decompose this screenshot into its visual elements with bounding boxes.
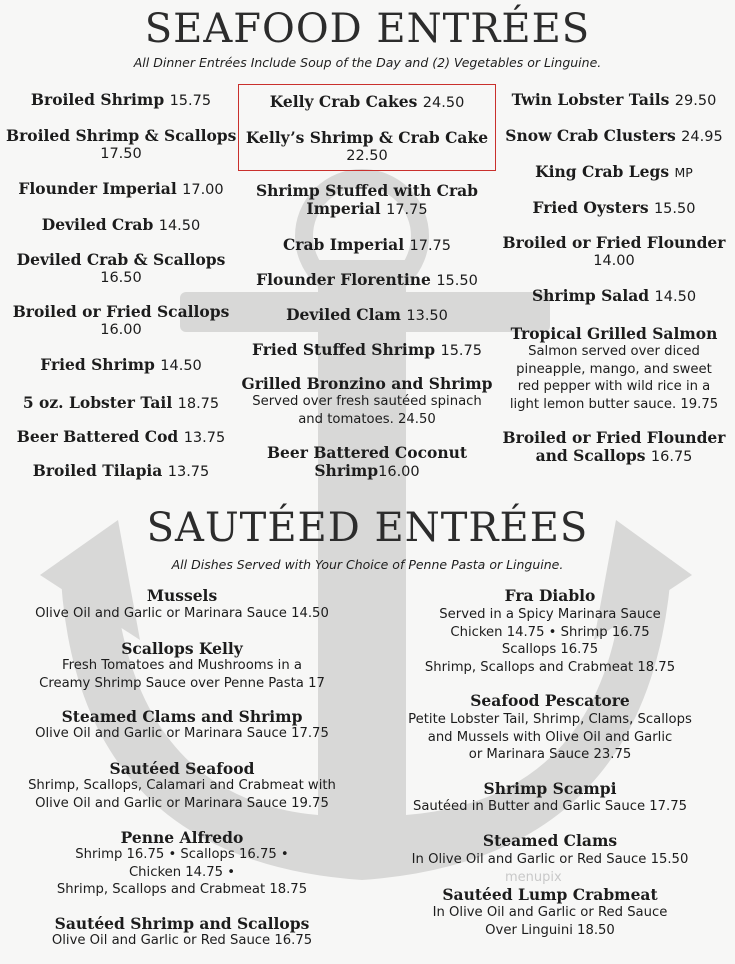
dish-description: Olive Oil and Garlic or Marinara Sauce 17.75 (35, 726, 329, 741)
menu-item: Broiled Tilapia 13.75 (32, 461, 210, 480)
menu-item: Shrimp Stuffed with Crab Imperial 17.75 (255, 181, 479, 218)
menu-item: Fried Stuffed Shrimp 15.75 (251, 340, 482, 359)
featured-item: Kelly Crab Cakes 24.50 (269, 92, 465, 111)
menu-item: Deviled Crab 14.50 (41, 215, 201, 234)
dish-name: Steamed Clams and Shrimp (61, 707, 303, 726)
menu-item: Flounder Florentine 15.50 (256, 270, 478, 289)
menu-item: Deviled Clam 13.50 (286, 305, 448, 324)
sauteed-subtitle: All Dishes Served with Your Choice of Penne Pasta or Linguine. (171, 557, 564, 572)
menu-item: Broiled or Fried Scallops 16.00 (12, 302, 230, 338)
dish-description: In Olive Oil and Garlic or Red Sauce Over Linguini 18.50 (432, 905, 668, 938)
menu-item: King Crab Legs MP (535, 162, 693, 181)
dish-name: Seafood Pescatore (470, 691, 630, 710)
item-description: Salmon served over diced pineapple, mango, and sweet red pepper with wild rice in a light lemon butter sauce. 19.75 (509, 344, 719, 412)
menu-item: Fried Shrimp 14.50 (40, 355, 202, 374)
dish-description: Shrimp 16.75 • Scallops 16.75 • Chicken 14.75 • Shrimp, Scallops and Crabmeat 18.75 (56, 847, 308, 897)
menu-item: Fried Oysters 15.50 (532, 198, 696, 217)
dish-name: Shrimp Scampi (483, 779, 617, 798)
menu-item: Broiled Shrimp & Scallops 17.50 (6, 126, 237, 162)
menu-item: Twin Lobster Tails 29.50 (511, 90, 717, 109)
menu-item: Tropical Grilled Salmon (510, 324, 718, 343)
sauteed-title: SAUTÉED ENTRÉES (146, 505, 589, 551)
dish-description: Olive Oil and Garlic or Marinara Sauce 14.50 (35, 606, 329, 621)
featured-item: Kelly’s Shrimp & Crab Cake 22.50 (245, 128, 489, 164)
dish-name: Steamed Clams (482, 831, 618, 850)
dish-name: Sautéed Seafood (109, 759, 255, 778)
menu-item: Crab Imperial 17.75 (282, 235, 452, 254)
dish-name: Sautéed Lump Crabmeat (442, 885, 658, 904)
watermark-text: menupix (505, 870, 562, 885)
menu-item: Beer Battered Coconut Shrimp16.00 (266, 443, 468, 480)
dish-name: Mussels (146, 586, 218, 605)
item-description: Served over fresh sautéed spinach and tomatoes. 24.50 (252, 394, 482, 427)
dish-description: In Olive Oil and Garlic or Red Sauce 15.50 (411, 852, 689, 867)
dish-name: Fra Diablo (504, 586, 596, 605)
menu-item: Deviled Crab & Scallops 16.50 (16, 250, 226, 286)
menu-item: Broiled or Fried Flounder and Scallops 16.75 (502, 428, 726, 465)
menu-item: Shrimp Salad 14.50 (531, 286, 697, 305)
dish-description: Olive Oil and Garlic or Red Sauce 16.75 (51, 933, 313, 948)
menu-item: Grilled Bronzino and Shrimp (241, 374, 493, 393)
dish-description: Fresh Tomatoes and Mushrooms in a Creamy Shrimp Sauce over Penne Pasta 17 (39, 658, 325, 691)
menu-item: 5 oz. Lobster Tail 18.75 (22, 393, 220, 412)
menu-item: Flounder Imperial 17.00 (18, 179, 224, 198)
menu-item: Snow Crab Clusters 24.95 (505, 126, 723, 145)
dish-description: Sautéed in Butter and Garlic Sauce 17.75 (412, 799, 688, 814)
dish-name: Scallops Kelly (121, 639, 243, 658)
dish-description: Served in a Spicy Marinara Sauce Chicken 14.75 • Shrimp 16.75 Scallops 16.75 Shrimp, Scallops and Crabmeat 18.75 (424, 607, 676, 675)
menu-item: Broiled Shrimp 15.75 (30, 90, 212, 109)
seafood-title: SEAFOOD ENTRÉES (144, 6, 591, 52)
dish-name: Sautéed Shrimp and Scallops (54, 914, 310, 933)
menu-item: Beer Battered Cod 13.75 (16, 427, 226, 446)
dish-name: Penne Alfredo (120, 828, 244, 847)
menu-item: Broiled or Fried Flounder 14.00 (502, 233, 726, 269)
dish-description: Petite Lobster Tail, Shrimp, Clams, Scallops and Mussels with Olive Oil and Garlic or Marinara Sauce 23.75 (408, 712, 692, 762)
seafood-subtitle: All Dinner Entrées Include Soup of the Day and (2) Vegetables or Linguine. (133, 55, 602, 70)
dish-description: Shrimp, Scallops, Calamari and Crabmeat with Olive Oil and Garlic or Marinara Sauce 19.75 (28, 778, 336, 811)
